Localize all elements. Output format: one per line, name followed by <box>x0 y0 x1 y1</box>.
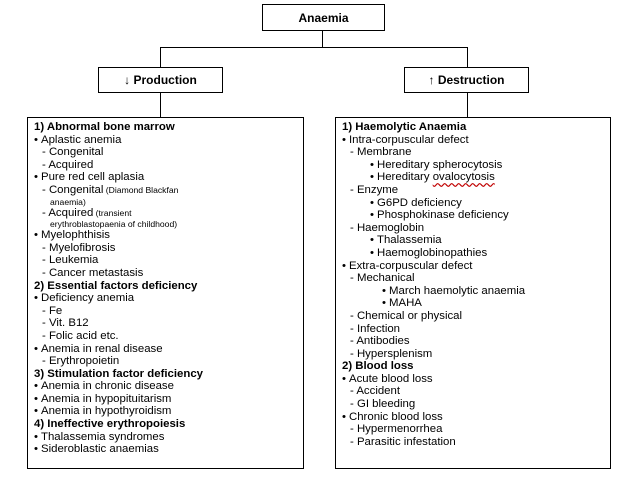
item-text: Hereditary <box>377 171 433 184</box>
bullet-item <box>342 373 604 386</box>
item-text: - GI bleeding <box>350 398 416 411</box>
dash-subitem <box>34 254 297 267</box>
destruction-header <box>404 67 529 93</box>
dash-subitem <box>342 146 604 159</box>
item-text: - Mechanical <box>350 272 415 285</box>
dash-subitem <box>34 317 297 330</box>
production-causes-box <box>27 117 304 469</box>
production-header <box>98 67 223 93</box>
item-text: 3) Stimulation factor deficiency <box>34 367 203 380</box>
item-text: Anemia in hypopituitarism <box>41 392 172 405</box>
item-text: MAHA <box>389 297 422 310</box>
item-text: - Parasitic infestation <box>350 435 456 448</box>
dash-subitem <box>34 146 297 159</box>
destruction-causes-box <box>335 117 611 469</box>
item-text: Chronic blood loss <box>349 410 443 423</box>
dash-subitem <box>34 305 297 318</box>
item-text: Sideroblastic anaemias <box>41 443 159 456</box>
bullet-item <box>34 171 297 184</box>
bullet-item <box>34 443 297 456</box>
item-text: - Enzyme <box>350 183 399 196</box>
connector-left-down <box>160 47 161 67</box>
bullet-item <box>34 229 297 242</box>
dash-subitem <box>34 207 297 220</box>
destruction-label: ↑ Destruction <box>428 73 505 87</box>
dash-subitem <box>342 385 604 398</box>
dash-subitem <box>34 355 297 368</box>
item-text: - Congenital <box>42 183 104 196</box>
item-text: Thalassemia syndromes <box>41 430 165 443</box>
nested-bullet-item <box>342 197 604 210</box>
nested-bullet-item <box>342 297 604 310</box>
nested-bullet-item <box>342 159 604 172</box>
item-text: Aplastic anemia <box>41 133 122 146</box>
item-text: Haemoglobinopathies <box>377 246 488 259</box>
connector-horizontal <box>160 47 468 48</box>
item-text: - Hypersplenism <box>350 347 433 360</box>
item-text: - Membrane <box>350 146 412 159</box>
connector-right-body <box>467 93 468 117</box>
item-text: - Haemoglobin <box>350 221 425 234</box>
dash-subitem <box>34 184 297 197</box>
dash-subitem <box>34 330 297 343</box>
item-note-continuation: anaemia) <box>50 196 86 207</box>
section-heading <box>342 121 604 134</box>
item-text: Intra-corpuscular defect <box>349 133 469 146</box>
connector-left-body <box>160 93 161 117</box>
dash-subitem <box>342 184 604 197</box>
connector-root-down <box>322 31 323 48</box>
item-note: (Diamond Blackfan <box>103 184 179 195</box>
item-text: - Infection <box>350 322 401 335</box>
bullet-item <box>342 260 604 273</box>
dash-subitem <box>342 436 604 449</box>
dash-subitem <box>34 267 297 280</box>
bullet-item <box>34 431 297 444</box>
bullet-item <box>34 343 297 356</box>
item-text: - Accident <box>350 385 401 398</box>
bullet-item <box>34 292 297 305</box>
dash-subitem <box>342 398 604 411</box>
nested-bullet-item <box>342 209 604 222</box>
section-heading <box>34 121 297 134</box>
item-text: - Fe <box>42 304 63 317</box>
item-text: - Leukemia <box>42 254 99 267</box>
item-text: 2) Blood loss <box>342 360 414 373</box>
item-text: Deficiency anemia <box>41 292 135 305</box>
root-title: Anaemia <box>298 10 349 25</box>
item-text: Hereditary spherocytosis <box>377 158 503 171</box>
item-text: 1) Abnormal bone marrow <box>34 121 175 133</box>
dash-subitem <box>34 159 297 172</box>
item-text: - Cancer metastasis <box>42 266 144 279</box>
nested-bullet-item <box>342 234 604 247</box>
item-text: 1) Haemolytic Anaemia <box>342 121 467 133</box>
item-text: Acute blood loss <box>349 372 433 385</box>
bullet-item <box>342 134 604 147</box>
item-note: (transient <box>93 207 132 218</box>
item-text: - Chemical or physical <box>350 309 463 322</box>
item-text: March haemolytic anaemia <box>389 284 526 297</box>
item-text: - Acquired <box>42 206 94 219</box>
item-text: - Acquired <box>42 158 94 171</box>
connector-right-down <box>467 47 468 67</box>
dash-subitem <box>342 310 604 323</box>
bullet-item <box>34 380 297 393</box>
dash-subitem <box>342 423 604 436</box>
section-heading <box>34 280 297 293</box>
production-label: ↓ Production <box>124 73 197 87</box>
item-text: 4) Ineffective erythropoiesis <box>34 418 186 431</box>
item-text: - Congenital <box>42 146 104 159</box>
dash-subitem <box>342 222 604 235</box>
item-text: Anemia in renal disease <box>41 342 163 355</box>
bullet-item <box>342 411 604 424</box>
section-heading <box>34 368 297 381</box>
anaemia-root-node <box>262 4 385 31</box>
nested-bullet-item <box>342 247 604 260</box>
nested-bullet-item <box>342 171 604 184</box>
dash-subitem <box>342 323 604 336</box>
item-text: - Vit. B12 <box>42 317 89 330</box>
item-text: Myelophthisis <box>41 229 111 242</box>
item-text: Anemia in chronic disease <box>41 380 174 393</box>
bullet-item <box>34 405 297 418</box>
section-heading <box>34 418 297 431</box>
bullet-item <box>34 393 297 406</box>
item-note-continuation: erythroblastopaenia of childhood) <box>50 219 178 230</box>
item-text: Anemia in hypothyroidism <box>41 405 172 418</box>
item-text: - Erythropoietin <box>42 355 120 368</box>
dash-subitem <box>342 335 604 348</box>
item-text: Extra-corpuscular defect <box>349 259 473 272</box>
item-text-underlined: ovalocytosis <box>432 171 495 184</box>
item-text: - Myelofibrosis <box>42 241 116 254</box>
item-text: Pure red cell aplasia <box>41 171 145 184</box>
item-text: - Hypermenorrhea <box>350 423 443 436</box>
item-text: G6PD deficiency <box>377 196 462 209</box>
item-text: Phosphokinase deficiency <box>377 209 509 222</box>
nested-bullet-item <box>342 285 604 298</box>
item-text: - Antibodies <box>350 335 410 348</box>
item-text: - Folic acid etc. <box>42 329 119 342</box>
item-text: 2) Essential factors deficiency <box>34 279 198 292</box>
dash-subitem <box>342 272 604 285</box>
section-heading <box>342 360 604 373</box>
dash-subitem <box>342 348 604 361</box>
dash-subitem <box>34 242 297 255</box>
bullet-item <box>34 134 297 147</box>
item-text: Thalassemia <box>377 234 442 247</box>
